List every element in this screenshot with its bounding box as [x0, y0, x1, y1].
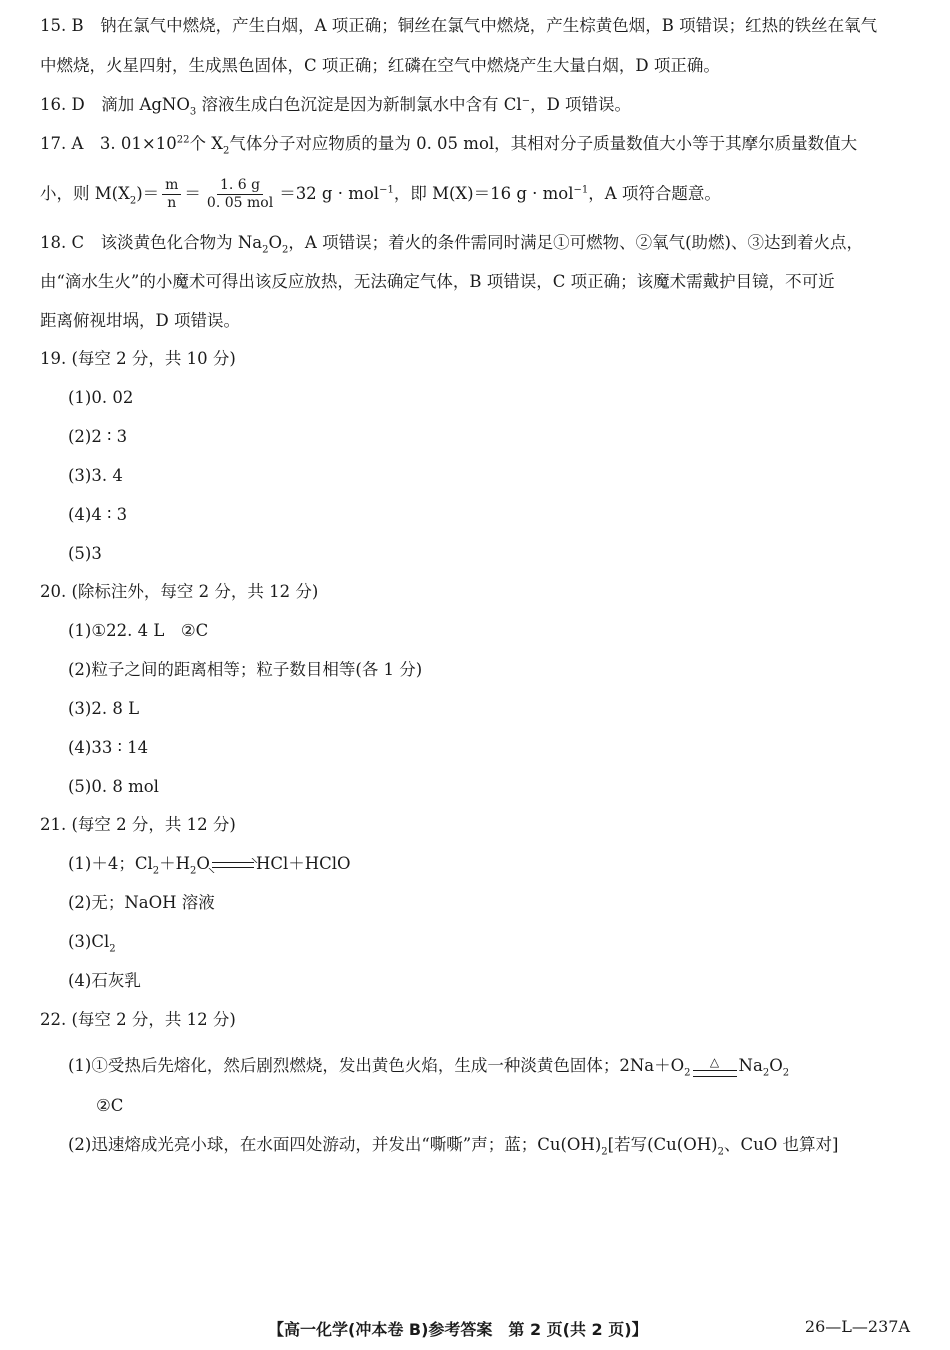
- q22-item-1-part2: ②C: [96, 1096, 124, 1115]
- q19-heading: 19. (每空 2 分，共 10 分): [40, 349, 236, 368]
- q18-text-c: ，A 项错误；着火的条件需同时满足①可燃物、②氧气(助燃)、③达到着火点，: [288, 233, 863, 252]
- q19-item-4: (4)4 ∶ 3: [68, 505, 128, 524]
- q17-text-c: 气体分子对应物质的量为 0. 05 mol，其相对分子质量数值大小等于其摩尔质量数值大: [229, 134, 858, 153]
- q17-l2-sup2: −1: [573, 184, 589, 196]
- q21-i1-c: O: [196, 854, 210, 873]
- q22-i1-a: (1)①受热后先熔化，然后剧烈燃烧，发出黄色火焰，生成一种淡黄色固体；2Na＋O: [68, 1056, 685, 1075]
- heat-triangle: △: [709, 1055, 720, 1069]
- page-footer: [0, 1317, 950, 1343]
- q21-item-4: (4)石灰乳: [68, 971, 141, 990]
- q17-l2-a: 小，则 M(X: [40, 184, 130, 203]
- q18-line-1: [40, 231, 863, 255]
- q18-text-b: O: [268, 233, 283, 252]
- q18-text-a: 18. C 该淡黄色化合物为 Na: [40, 233, 263, 252]
- q21-heading: 21. (每空 2 分，共 12 分): [40, 815, 236, 834]
- q21-item-3: [68, 930, 116, 954]
- q21-i3-a: (3)Cl: [68, 932, 110, 951]
- q19-item-5: (5)3: [68, 544, 102, 563]
- reversible-arrow-icon: [212, 860, 254, 870]
- q22-i2-sub2: 2: [717, 1146, 724, 1158]
- fraction-m-over-n: [162, 177, 181, 212]
- q20-item-4: (4)33 ∶ 14: [68, 738, 149, 757]
- q17-sup: 22: [176, 134, 190, 146]
- q18-sub-1: 2: [262, 244, 269, 256]
- q21-i1-d: HCl＋HClO: [255, 854, 351, 873]
- q20-item-2: (2)粒子之间的距离相等；粒子数目相等(各 1 分): [68, 660, 423, 679]
- q22-item-2: [68, 1133, 838, 1157]
- q16-text-a: 16. D 滴加 AgNO: [40, 95, 190, 114]
- q18-sub-2: 2: [282, 244, 289, 256]
- q20-item-3: (3)2. 8 L: [68, 699, 140, 718]
- q21-i1-a: (1)＋4；Cl: [68, 854, 153, 873]
- q22-heading: 22. (每空 2 分，共 12 分): [40, 1010, 236, 1029]
- q17-line-1: [40, 132, 857, 156]
- q17-l2-c: ＝32 g · mol: [279, 184, 380, 203]
- fraction-denominator: n: [167, 195, 177, 211]
- q22-i1-b: Na: [738, 1056, 763, 1075]
- q20-item-5: (5)0. 8 mol: [68, 777, 159, 796]
- fraction-numerator: 1. 6 g: [217, 177, 263, 195]
- q17-l2-sup: −1: [379, 184, 394, 196]
- fraction-numerator: m: [162, 177, 181, 195]
- q21-i1-sub1: 2: [152, 865, 160, 877]
- q19-item-1: (1)0. 02: [68, 388, 134, 407]
- q17-l2-e: ，A 项符合题意。: [588, 184, 721, 203]
- q19-item-3: (3)3. 4: [68, 466, 123, 485]
- q17-l2-sub: 2: [129, 195, 137, 207]
- q20-heading: 20. (除标注外，每空 2 分，共 12 分): [40, 582, 319, 601]
- q17-text-b: 个 X: [189, 134, 223, 153]
- q17-sub: 2: [222, 145, 230, 157]
- q17-eq: ＝: [184, 184, 201, 203]
- q22-item-1: [68, 1054, 789, 1078]
- q22-i2-sub1: 2: [601, 1146, 608, 1158]
- q17-line-2: [40, 174, 721, 214]
- q21-i1-sub2: 2: [190, 865, 197, 877]
- q22-i1-sub3: 2: [782, 1067, 790, 1079]
- footer-title: 【高一化学(冲本卷 B)参考答案 第 2 页(共 2 页)】: [268, 1320, 648, 1339]
- q21-item-2: (2)无；NaOH 溶液: [68, 893, 215, 912]
- q18-line-3: 距离俯视坩埚，D 项错误。: [40, 311, 240, 330]
- q18-line-2: 由“滴水生火”的小魔术可得出该反应放热，无法确定气体，B 项错误，C 项正确；该魔术需戴护目镜，不可近: [40, 272, 835, 291]
- footer-code: 26—L—237A: [804, 1317, 910, 1336]
- fraction-denominator: 0. 05 mol: [206, 195, 274, 211]
- heating-condition-icon: [693, 1056, 737, 1077]
- q17-l2-d: ，即 M(X)＝16 g · mol: [393, 184, 574, 203]
- q15-line-1: 15. B 钠在氯气中燃烧，产生白烟，A 项正确；铜丝在氯气中燃烧，产生棕黄色烟，B 项错误；红热的铁丝在氧气: [40, 16, 878, 35]
- q16-sup: −: [521, 95, 531, 107]
- q22-i2-a: (2)迅速熔成光亮小球，在水面四处游动，并发出“嘶嘶”声；蓝；Cu(OH): [68, 1135, 602, 1154]
- q20-item-1: (1)①22. 4 L ②C: [68, 621, 209, 640]
- q16-text-c: ，D 项错误。: [530, 95, 632, 114]
- q15-line-2: 中燃烧，火星四射，生成黑色固体，C 项正确；红磷在空气中燃烧产生大量白烟，D 项正确。: [40, 56, 720, 75]
- q22-i2-c: 、CuO 也算对]: [723, 1135, 839, 1154]
- q22-i1-c: O: [769, 1056, 783, 1075]
- q21-i1-b: ＋H: [159, 854, 191, 873]
- q19-item-2: (2)2 ∶ 3: [68, 427, 128, 446]
- q17-l2-b: )＝: [136, 184, 160, 203]
- q16-text-b: 溶液生成白色沉淀是因为新制氯水中含有 Cl: [196, 95, 522, 114]
- q21-i3-sub: 2: [109, 943, 116, 955]
- q22-i1-sub1: 2: [684, 1067, 691, 1079]
- q22-i1-sub2: 2: [762, 1067, 770, 1079]
- q17-text-a: 17. A 3. 01×10: [40, 134, 177, 153]
- q16-line: [40, 93, 631, 117]
- q16-sub: 3: [189, 106, 197, 118]
- q21-item-1: [68, 852, 351, 876]
- fraction-mass-over-mol: [204, 177, 276, 212]
- q22-i2-b: [若写(Cu(OH): [607, 1135, 718, 1154]
